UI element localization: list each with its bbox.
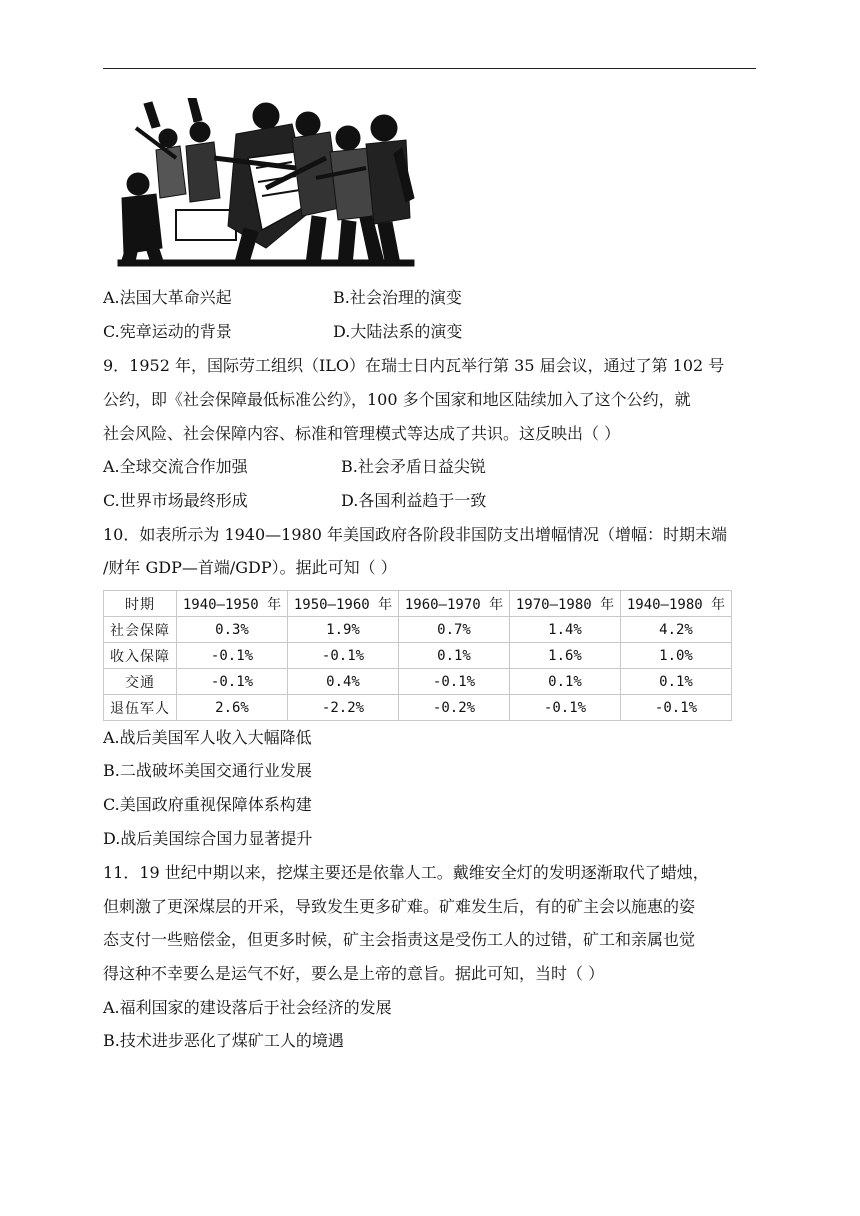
table-header-cell: 1970—1980 年 <box>510 591 621 617</box>
q11-text-line-1: 11．19 世纪中期以来，挖煤主要还是依靠人工。戴维安全灯的发明逐渐取代了蜡烛， <box>103 863 709 882</box>
table-row <box>104 669 732 695</box>
q10-text-line-2: /财年 GDP—首端/GDP）。据此可知（ ） <box>103 558 397 577</box>
q9-text-line-1: 9．1952 年，国际劳工组织（ILO）在瑞士日内瓦举行第 35 届会议，通过了第 102 号 <box>103 356 725 375</box>
header-rule <box>103 68 756 69</box>
table-cell: 收入保障 <box>104 643 177 669</box>
table-cell: -0.1% <box>288 643 399 669</box>
crowd-illustration <box>116 98 416 274</box>
q8-option-a: A.法国大革命兴起 <box>103 288 232 307</box>
table-cell: 退伍军人 <box>104 695 177 721</box>
table-header-cell: 1950—1960 年 <box>288 591 399 617</box>
table-header-cell: 1940—1980 年 <box>621 591 732 617</box>
q8-option-b: B.社会治理的演变 <box>333 288 462 307</box>
q11-text-line-4: 得这种不幸要么是运气不好，要么是上帝的意旨。据此可知，当时（ ） <box>103 964 605 983</box>
q8-option-c: C.宪章运动的背景 <box>103 322 232 341</box>
table-cell: -0.1% <box>177 669 288 695</box>
table-cell: -0.2% <box>399 695 510 721</box>
q8-option-d: D.大陆法系的演变 <box>333 322 463 341</box>
table-cell: -2.2% <box>288 695 399 721</box>
table-cell: 4.2% <box>621 617 732 643</box>
table-cell: 1.6% <box>510 643 621 669</box>
q11-text-line-2: 但刺激了更深煤层的开采，导致发生更多矿难。矿难发生后，有的矿主会以施惠的姿 <box>103 897 696 916</box>
table-cell: 1.4% <box>510 617 621 643</box>
table-cell: 0.1% <box>510 669 621 695</box>
q11-text-line-3: 态支付一些赔偿金，但更多时候，矿主会指责这是受伤工人的过错，矿工和亲属也觉 <box>103 930 696 949</box>
table-cell: 社会保障 <box>104 617 177 643</box>
table-cell: 0.4% <box>288 669 399 695</box>
q10-text-line-1: 10．如表所示为 1940—1980 年美国政府各阶段非国防支出增幅情况（增幅：时期末端 <box>103 525 727 544</box>
q9-option-a: A.全球交流合作加强 <box>103 457 248 476</box>
q11-option-b: B.技术进步恶化了煤矿工人的境遇 <box>103 1031 344 1050</box>
table-cell: 2.6% <box>177 695 288 721</box>
table-row <box>104 643 732 669</box>
table-cell: 0.1% <box>621 669 732 695</box>
q9-text-line-3: 社会风险、社会保障内容、标准和管理模式等达成了共识。这反映出（ ） <box>103 424 621 443</box>
q10-option-d: D.战后美国综合国力显著提升 <box>103 829 313 848</box>
table-row <box>104 617 732 643</box>
table-cell: 0.3% <box>177 617 288 643</box>
q9-text-line-2: 公约，即《社会保障最低标准公约》，100 多个国家和地区陆续加入了这个公约，就 <box>103 390 691 409</box>
table-header-cell: 时期 <box>104 591 177 617</box>
table-cell: 0.1% <box>399 643 510 669</box>
q9-option-d: D.各国利益趋于一致 <box>341 491 487 510</box>
table-cell: -0.1% <box>177 643 288 669</box>
q11-option-a: A.福利国家的建设落后于社会经济的发展 <box>103 998 392 1017</box>
table-header-row <box>104 591 732 617</box>
table-cell: -0.1% <box>510 695 621 721</box>
table-row <box>104 695 732 721</box>
q10-option-b: B.二战破坏美国交通行业发展 <box>103 761 312 780</box>
table-header-cell: 1940—1950 年 <box>177 591 288 617</box>
spending-table <box>103 590 732 721</box>
table-cell: 1.9% <box>288 617 399 643</box>
q9-option-c: C.世界市场最终形成 <box>103 491 248 510</box>
table-header-cell: 1960—1970 年 <box>399 591 510 617</box>
table-cell: 交通 <box>104 669 177 695</box>
q10-option-a: A.战后美国军人收入大幅降低 <box>103 728 312 747</box>
table-cell: -0.1% <box>621 695 732 721</box>
table-cell: -0.1% <box>399 669 510 695</box>
table-cell: 0.7% <box>399 617 510 643</box>
q10-option-c: C.美国政府重视保障体系构建 <box>103 795 312 814</box>
q9-option-b: B.社会矛盾日益尖锐 <box>341 457 486 476</box>
table-cell: 1.0% <box>621 643 732 669</box>
